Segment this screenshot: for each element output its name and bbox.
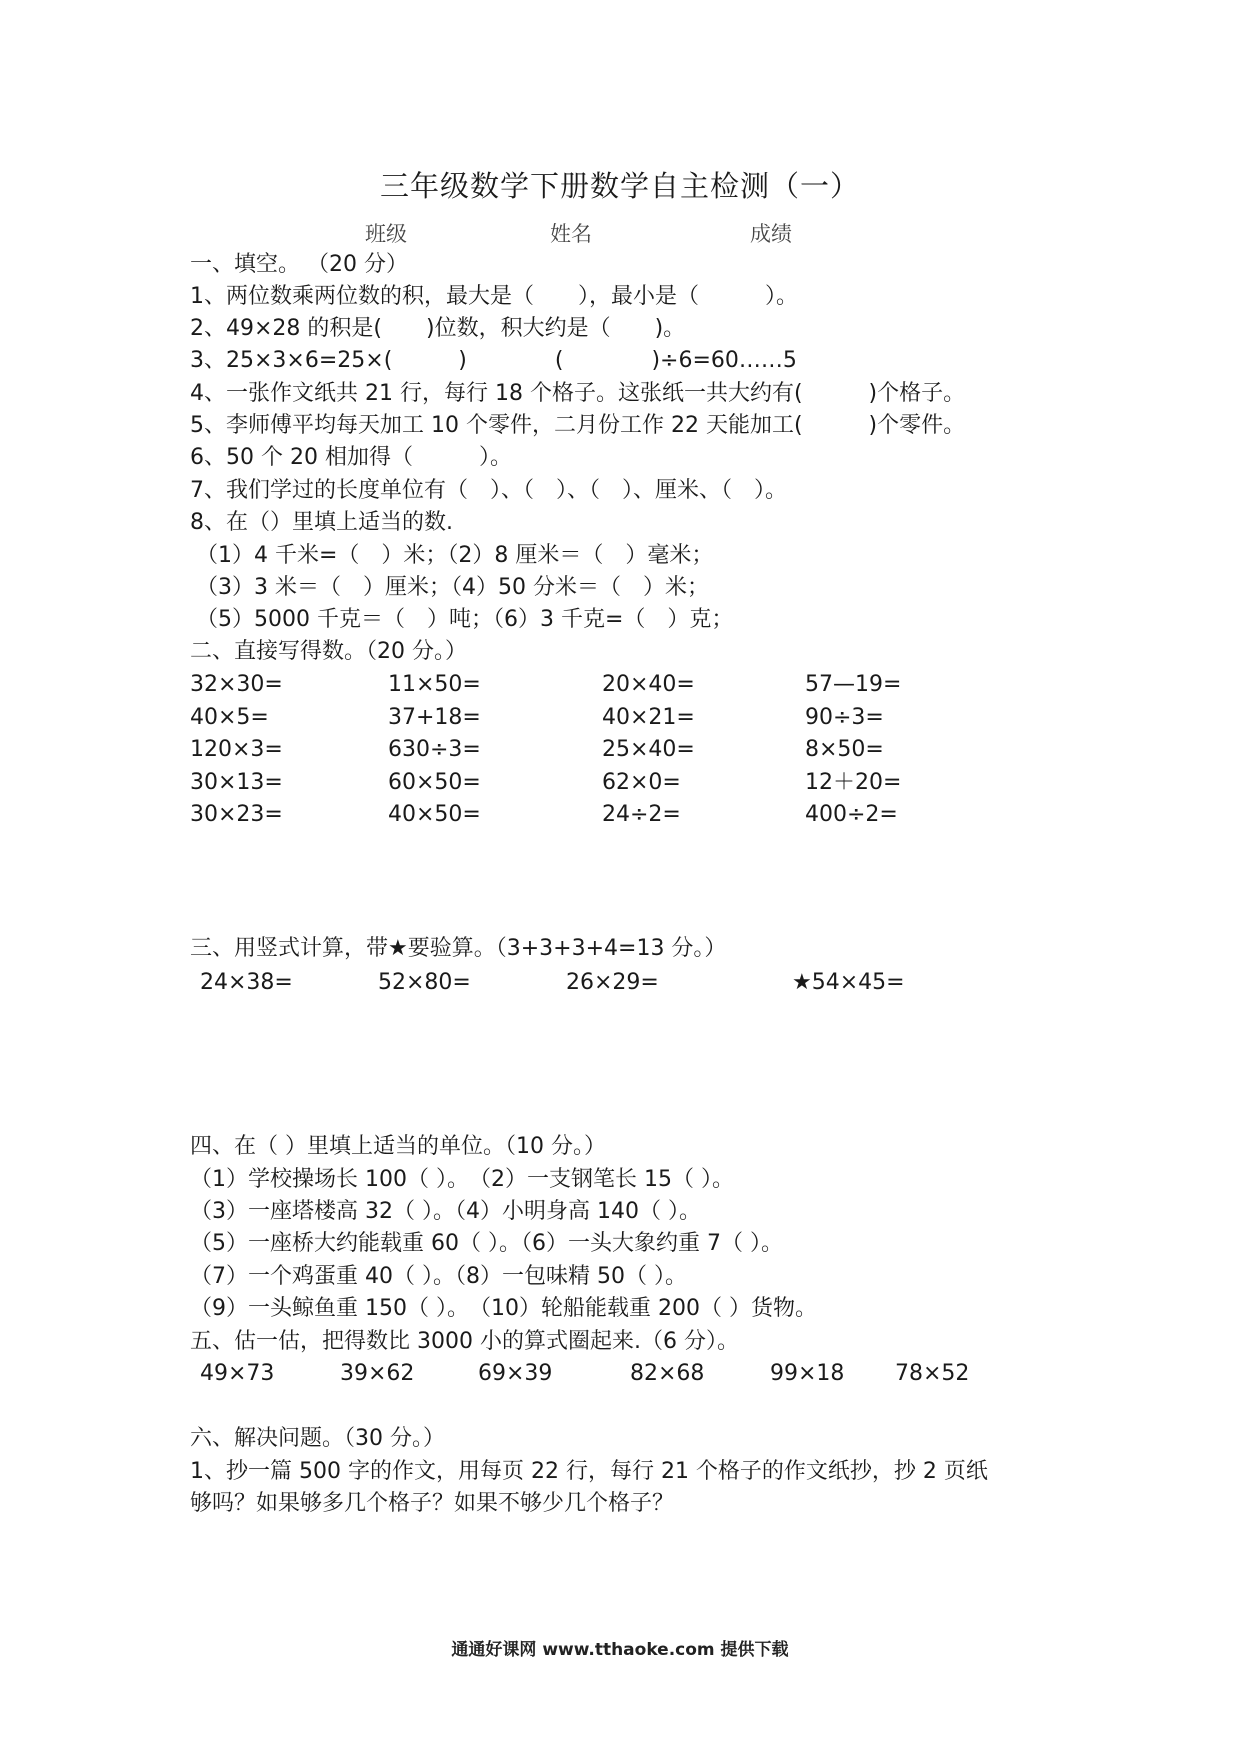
- equation: 40×50=: [388, 802, 481, 827]
- equation: 57—19=: [805, 672, 902, 697]
- question: （7）一个鸡蛋重 40（ ）。（8）一包味精 50（ ）。: [190, 1264, 687, 1289]
- footer-source: 通通好课网 www.tthaoke.com 提供下载: [451, 1640, 789, 1660]
- question: （3）一座塔楼高 32（ ）。（4）小明身高 140（ ）。: [190, 1199, 701, 1224]
- sub-question: （1）4 千米=（ ）米；（2）8 厘米＝（ ）毫米；: [196, 543, 714, 568]
- section-4-heading: 四、在（ ）里填上适当的单位。（10 分。）: [190, 1134, 606, 1159]
- equation: 400÷2=: [805, 802, 898, 827]
- name-label: 姓名: [550, 222, 592, 246]
- section-6-heading: 六、解决问题。（30 分。）: [190, 1426, 445, 1451]
- equation: 30×23=: [190, 802, 283, 827]
- section-1-heading: 一、填空。 （20 分）: [190, 252, 408, 277]
- equation: 32×30=: [190, 672, 283, 697]
- question: （1）学校操场长 100（ ）。 （2）一支钢笔长 15（ ）。: [190, 1167, 734, 1192]
- problem-text: 1、抄一篇 500 字的作文，用每页 22 行，每行 21 个格子的作文纸抄，抄 2 页纸: [190, 1459, 988, 1484]
- question: 2、49×28 的积是( )位数，积大约是（ )。: [190, 316, 686, 341]
- equation: 62×0=: [602, 770, 681, 795]
- question: 3、25×3×6=25×( ) ( )÷6=60……5: [190, 348, 797, 373]
- equation: 120×3=: [190, 737, 283, 762]
- question: 6、50 个 20 相加得（ ）。: [190, 445, 512, 470]
- section-2-heading: 二、直接写得数。（20 分。）: [190, 639, 467, 664]
- sub-question: （5）5000 千克＝（ ）吨；（6）3 千克=（ ）克；: [196, 607, 734, 632]
- vertical-calc-item: 52×80=: [378, 970, 471, 995]
- equation: 630÷3=: [388, 737, 481, 762]
- problem-text: 够吗？如果够多几个格子？如果不够少几个格子？: [190, 1491, 675, 1516]
- estimate-item: 78×52: [895, 1361, 970, 1386]
- question: 5、李师傅平均每天加工 10 个零件，二月份工作 22 天能加工( )个零件。: [190, 413, 966, 438]
- equation: 11×50=: [388, 672, 481, 697]
- equation: 90÷3=: [805, 705, 884, 730]
- equation: 20×40=: [602, 672, 695, 697]
- equation: 40×5=: [190, 705, 269, 730]
- question: 8、在（）里填上适当的数.: [190, 510, 453, 535]
- equation: 30×13=: [190, 770, 283, 795]
- question: 4、一张作文纸共 21 行，每行 18 个格子。这张纸一共大约有( )个格子。: [190, 381, 966, 406]
- section-5-heading: 五、估一估，把得数比 3000 小的算式圈起来.（6 分）。: [190, 1329, 739, 1354]
- equation: 37+18=: [388, 705, 481, 730]
- estimate-item: 69×39: [478, 1361, 553, 1386]
- equation: 25×40=: [602, 737, 695, 762]
- section-3-heading: 三、用竖式计算，带★要验算。（3+3+3+4=13 分。）: [190, 936, 727, 961]
- equation: 40×21=: [602, 705, 695, 730]
- question: 7、我们学过的长度单位有（ ）、（ ）、（ ）、厘米、（ ）。: [190, 478, 787, 503]
- equation: 12＋20=: [805, 770, 902, 795]
- page-title: 三年级数学下册数学自主检测（一）: [379, 169, 860, 203]
- class-label: 班级: [365, 222, 407, 246]
- vertical-calc-item: 26×29=: [566, 970, 659, 995]
- estimate-item: 99×18: [770, 1361, 845, 1386]
- estimate-item: 39×62: [340, 1361, 415, 1386]
- question: 1、两位数乘两位数的积，最大是（ ），最小是（ ）。: [190, 284, 798, 309]
- score-label: 成绩: [750, 222, 792, 246]
- estimate-item: 82×68: [630, 1361, 705, 1386]
- sub-question: （3）3 米＝（ ）厘米；（4）50 分米＝（ ）米；: [196, 575, 709, 600]
- estimate-item: 49×73: [200, 1361, 275, 1386]
- equation: 8×50=: [805, 737, 884, 762]
- question: （5）一座桥大约能载重 60（ ）。（6）一头大象约重 7（ ）。: [190, 1231, 783, 1256]
- equation: 60×50=: [388, 770, 481, 795]
- vertical-calc-item: 24×38=: [200, 970, 293, 995]
- question: （9）一头鲸鱼重 150（ ）。 （10）轮船能载重 200（ ）货物。: [190, 1296, 817, 1321]
- vertical-calc-item: ★54×45=: [792, 970, 905, 995]
- equation: 24÷2=: [602, 802, 681, 827]
